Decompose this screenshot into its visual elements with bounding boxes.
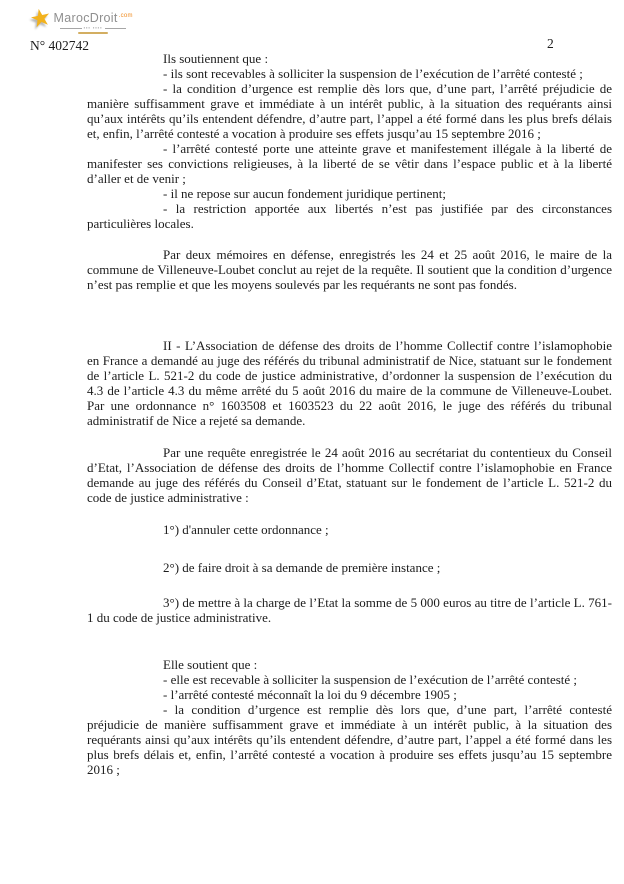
paragraph: 2°) de faire droit à sa demande de première instance ; xyxy=(163,560,441,575)
paragraph: 1°) d'annuler cette ordonnance ; xyxy=(163,522,329,537)
logo-text-column xyxy=(54,10,133,34)
paragraph: - l’arrêté contesté porte une atteinte grave et manifestement illégale à la liberté de manifester ses convictions religieuses, à la liberté de se vêtir dans l’espace public et à la liberté d’aller et de venir ; xyxy=(87,141,612,186)
paragraph: - ils sont recevables à solliciter la suspension de l’exécution de l’arrêté contesté ; xyxy=(163,66,583,81)
star-icon: ★ xyxy=(27,4,54,34)
page-number: 2 xyxy=(547,36,554,51)
paragraph: II - L’Association de défense des droits de l’homme Collectif contre l’islamophobie en France a demandé au juge des référés du tribunal administratif de Nice, statuant sur le fondement de l’article L. 521-2 du code de justice administrative, d’ordonner la suspension de l’exécution du 4.3 de l’article 4.3 du même arrêté du 5 août 2016 du maire de la commune de Villeneuve-Loubet. Par une ordonnance n° 1603508 et 1603523 du 22 août 2016, le juge des référés du tribunal administratif de Nice a rejeté sa demande. xyxy=(87,338,612,428)
paragraph: - la restriction apportée aux libertés n’est pas justifiée par des circonstances particulières locales. xyxy=(87,201,612,231)
document-body xyxy=(87,51,612,777)
logo-tld: .com xyxy=(118,13,133,19)
logo-divider-rule: ▪▪▪ ▪▪▪▪ xyxy=(60,26,126,30)
logo-wordmark xyxy=(54,10,133,25)
paragraph: - elle est recevable à solliciter la suspension de l’exécution de l’arrêté contesté ; xyxy=(163,672,578,687)
paragraph: - la condition d’urgence est remplie dès lors que, d’une part, l’arrêté préjudicie de manière suffisamment grave et immédiate à un intérêt public, à la situation des requérants ainsi qu’aux intérêts qu’ils entendent défendre, d’autre part, l’appel a été formé dans les plus brefs délais et, enfin, l’arrêté contesté a vocation à produire ses effets jusqu’au 15 septembre 2016 ; xyxy=(87,81,612,141)
logo-arabic-mark xyxy=(78,32,108,34)
paragraph: Elle soutient que : xyxy=(163,657,258,672)
paragraph: Par une requête enregistrée le 24 août 2016 au secrétariat du contentieux du Conseil d’Etat, l’Association de défense des droits de l’homme Collectif contre l’islamophobie en France demande au juge des référés du Conseil d’Etat, statuant sur le fondement de l’article L. 521-2 du code de justice administrative : xyxy=(87,445,612,505)
case-number: N° 402742 xyxy=(30,38,90,53)
paragraph: - l’arrêté contesté méconnaît la loi du 9 décembre 1905 ; xyxy=(163,687,457,702)
marocdroit-logo xyxy=(27,4,133,34)
paragraph: Ils soutiennent que : xyxy=(163,51,269,66)
paragraph: - la condition d’urgence est remplie dès lors que, d’une part, l’arrêté contesté préjudicie de manière suffisamment grave et immédiate à un intérêt public, à la situation des requérants ainsi qu’aux intérêts qu’ils entendent défendre, d’autre part, l’appel a été formé dans les plus brefs délais et, enfin, l’arrêté contesté a vocation à produire ses effets jusqu’au 15 septembre 2016 ; xyxy=(87,702,612,777)
paragraph: Par deux mémoires en défense, enregistrés les 24 et 25 août 2016, le maire de la commune de Villeneuve-Loubet conclut au rejet de la requête. Il soutient que la condition d’urgence n’est pas remplie et que les moyens soulevés par les requérants ne sont pas fondés. xyxy=(87,247,612,292)
logo-brand: MarocDroit xyxy=(53,11,118,26)
paragraph: 3°) de mettre à la charge de l’Etat la somme de 5 000 euros au titre de l’article L. 761-1 du code de justice administrative. xyxy=(87,595,612,625)
paragraph: - il ne repose sur aucun fondement juridique pertinent; xyxy=(163,186,447,201)
